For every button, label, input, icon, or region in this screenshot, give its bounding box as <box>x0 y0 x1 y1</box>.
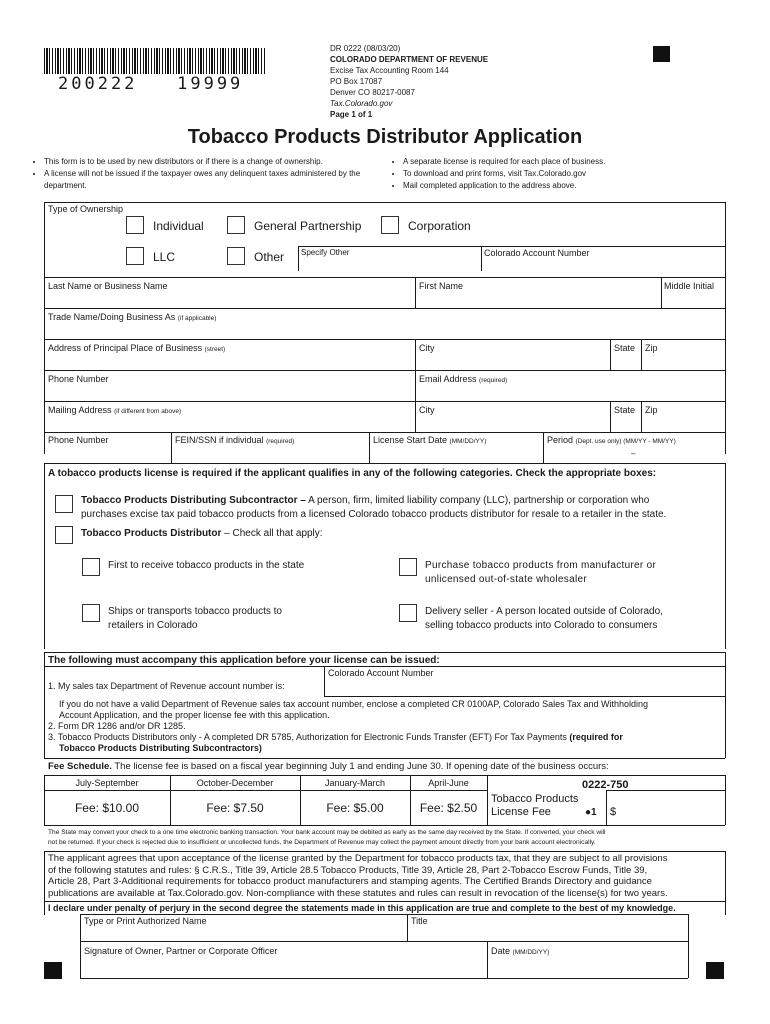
fee-amount-oct-dec: Fee: $7.50 <box>206 801 264 815</box>
city-field[interactable]: City <box>419 343 435 353</box>
license-fee-line-1: Tobacco Products <box>491 793 579 805</box>
delivery-seller-label <box>425 605 663 633</box>
page-title: Tobacco Products Distributor Application <box>187 126 583 148</box>
agreement-text <box>48 853 668 899</box>
fee-period-jan-mar: January-March <box>324 778 386 788</box>
llc-checkbox[interactable] <box>126 247 144 265</box>
period-note: (Dept. use only) (MM/YY - MM/YY) <box>575 438 676 445</box>
purchase-line-2: unlicensed out-of-state wholesaler <box>425 574 587 585</box>
department-name: COLORADO DEPARTMENT OF REVENUE <box>330 55 489 64</box>
header-block <box>330 43 488 120</box>
signature-field[interactable]: Signature of Owner, Partner or Corporate Officer <box>84 946 278 956</box>
perjury-statement: I declare under penalty of perjury in the second degree the statements made in this application are true and complete to the best of my knowledge. <box>48 903 676 913</box>
eft-notice-line-1: The State may convert your check to a one time electronic banking transaction. Your bank account may be debited as early as the same day received by the State. If converted, your check will <box>48 829 606 836</box>
fein-ssn-field[interactable] <box>175 435 294 445</box>
middle-initial-field[interactable]: Middle Initial <box>664 281 715 291</box>
other-label: Other <box>254 250 285 264</box>
address-line-3: Denver CO 80217-0087 <box>330 88 415 97</box>
purchase-checkbox[interactable] <box>399 558 417 576</box>
eft-notice-line-2: not be returned. If your check is rejected due to insufficient or uncollected funds, the Department of Revenue may collect the payment amount directly from your bank account electronically. <box>48 839 596 846</box>
llc-label: LLC <box>153 250 176 264</box>
ships-label <box>108 605 282 633</box>
fee-schedule-text: The license fee is based on a fiscal year beginning July 1 and ending June 30. If opening date of the business occurs: <box>114 761 609 772</box>
fee-amount-jan-mar: Fee: $5.00 <box>326 801 384 815</box>
distributor-text <box>81 528 323 539</box>
other-checkbox[interactable] <box>227 247 245 265</box>
fee-period-oct-dec: October-December <box>196 778 274 788</box>
period-dash: – <box>631 449 636 458</box>
email-note: (required) <box>479 377 508 384</box>
accompany-notes <box>48 699 648 754</box>
instruction-item: • To download and print forms, visit Tax.Colorado.gov <box>403 168 733 180</box>
corner-marker-top-right <box>653 46 670 62</box>
accompany-item-3-subcontractors: Tobacco Products Distributing Subcontractors) <box>59 743 262 753</box>
phone-field[interactable]: Phone Number <box>48 374 109 384</box>
agreement-line: of the following statutes and rules: § C.R.S., Title 39, Article 28.5 Tobacco Products, Title 39, Article 28, Part 2-Tobacco Escrow Funds, Title 39, <box>48 864 648 876</box>
state-field[interactable]: State <box>614 343 636 353</box>
trade-name-field[interactable] <box>48 312 216 322</box>
fein-label: FEIN/SSN if individual <box>175 435 264 445</box>
purchase-line-1: Purchase tobacco products from manufacturer or <box>425 560 657 571</box>
general-partnership-checkbox[interactable] <box>227 216 245 234</box>
address-line-1: Excise Tax Accounting Room 144 <box>330 66 449 75</box>
principal-address-label: Address of Principal Place of Business <box>48 343 203 353</box>
fee-schedule-heading <box>48 761 609 772</box>
instructions-right <box>393 156 733 192</box>
mailing-city-field[interactable]: City <box>419 405 435 415</box>
fee-amount-apr-jun: Fee: $2.50 <box>419 801 478 815</box>
instruction-item: • Mail completed application to the address above. <box>403 180 733 192</box>
period-label: Period <box>547 435 574 445</box>
delivery-line-2: selling tobacco products into Colorado to consumers <box>425 620 658 631</box>
accompany-item-2: 2. Form DR 1286 and/or DR 1285. <box>48 721 186 731</box>
delivery-seller-checkbox[interactable] <box>399 604 417 622</box>
website-link[interactable]: Tax.Colorado.gov <box>330 99 393 108</box>
trade-name-note: (if applicable) <box>177 315 217 322</box>
agreement-line: The applicant agrees that upon acceptance of the license granted by the Department for tobacco products tax, that they are subject to all provisions <box>48 853 668 864</box>
categories-heading: A tobacco products license is required if the applicant qualifies in any of the following categories. Check the appropriate boxes: <box>48 468 657 479</box>
first-to-receive-label: First to receive tobacco products in the state <box>108 560 305 571</box>
fee-amount-jul-sep: Fee: $10.00 <box>74 801 140 815</box>
date-note: (MM/DD/YY) <box>512 949 550 956</box>
purchase-label <box>425 559 656 587</box>
accompany-item-3-text: 3. Tobacco Products Distributors only - A completed DR 5785, Authorization for Electronic Funds Transfer (EFT) For Tax Payments <box>48 732 567 742</box>
license-start-label: License Start Date <box>373 435 448 445</box>
agreement-line: publications are available at Tax.Colorado.gov. Non-compliance with these statutes and rules can result in revocation of the license(s) for two years. <box>48 887 668 899</box>
subcontractor-line-1: A person, firm, limited liability company (LLC), partnership or corporation who <box>308 495 650 506</box>
distributor-subtitle: – Check all that apply: <box>224 528 323 539</box>
mailing-state-field[interactable]: State <box>614 405 636 415</box>
accompany-item-1: 1. My sales tax Department of Revenue account number is: <box>48 681 285 691</box>
fee-code: 0222-750 <box>582 779 629 791</box>
email-label: Email Address <box>419 374 477 384</box>
corner-marker-bottom-left <box>44 962 62 979</box>
accompany-item-3 <box>48 732 648 743</box>
ownership-label: Type of Ownership <box>48 204 124 214</box>
license-fee-label <box>491 793 578 819</box>
last-name-field[interactable]: Last Name or Business Name <box>48 281 168 291</box>
date-field[interactable] <box>491 946 549 956</box>
barcode <box>44 48 266 74</box>
accompany-item-3-required: (required for <box>569 732 623 742</box>
form-number: DR 0222 (08/03/20) <box>330 44 401 53</box>
individual-label: Individual <box>153 219 204 233</box>
instruction-item: • A license will not be issued if the taxpayer owes any delinquent taxes administered by the department. <box>44 168 374 192</box>
printed-name-field[interactable]: Type or Print Authorized Name <box>84 916 207 926</box>
corner-marker-bottom-right <box>706 962 724 979</box>
distributor-title: Tobacco Products Distributor <box>81 528 222 539</box>
title-field[interactable]: Title <box>411 916 428 926</box>
distributor-checkbox[interactable] <box>55 526 73 544</box>
accompany-heading: The following must accompany this application before your license can be issued: <box>48 655 440 666</box>
date-label: Date <box>491 946 511 956</box>
fein-note: (required) <box>266 438 295 445</box>
license-fee-line-2: License Fee <box>491 806 551 818</box>
subcontractor-text <box>81 494 666 522</box>
mailing-address-label: Mailing Address <box>48 405 112 415</box>
license-start-note: (MM/DD/YY) <box>449 438 487 445</box>
fee-period-apr-jun: April-June <box>428 778 469 788</box>
principal-address-field[interactable] <box>48 343 225 353</box>
agreement-line: Article 28, Part 3-Additional requirements for tobacco product manufacturers and stamping agents. The Certified Brands Directory and guidance <box>48 876 652 887</box>
email-field[interactable] <box>419 374 507 384</box>
address-line-2: PO Box 17087 <box>330 77 383 86</box>
barcode-number: 200222 19999 <box>58 74 244 94</box>
colorado-account-number-field[interactable]: Colorado Account Number <box>484 248 590 258</box>
fee-schedule-title: Fee Schedule. <box>48 761 112 772</box>
general-partnership-label: General Partnership <box>254 219 362 233</box>
first-to-receive-checkbox[interactable] <box>82 558 100 576</box>
accompany-note-line-2: Account Application, and the proper license fee with this application. <box>59 710 330 720</box>
mailing-address-field[interactable] <box>48 405 181 415</box>
phone-2-field[interactable]: Phone Number <box>48 435 109 445</box>
colorado-account-number-input[interactable]: Colorado Account Number <box>328 668 434 678</box>
accompany-note-line-1: If you do not have a valid Department of Revenue sales tax account number, enclose a completed CR 0100AP, Colorado Sales Tax and Withholding <box>59 699 649 709</box>
individual-checkbox[interactable] <box>126 216 144 234</box>
fee-period-jul-sep: July-September <box>75 778 139 788</box>
zip-field[interactable]: Zip <box>645 343 658 353</box>
corporation-checkbox[interactable] <box>381 216 399 234</box>
license-start-date-field[interactable] <box>373 435 486 445</box>
page-number: Page 1 of 1 <box>330 110 373 119</box>
delivery-line-1: Delivery seller - A person located outside of Colorado, <box>425 606 663 617</box>
subcontractor-title: Tobacco Products Distributing Subcontractor – <box>81 495 306 506</box>
ships-checkbox[interactable] <box>82 604 100 622</box>
specify-other-field[interactable]: Specify Other <box>301 248 350 257</box>
trade-name-label: Trade Name/Doing Business As <box>48 312 176 322</box>
license-fee-marker: ●1 <box>585 807 597 818</box>
subcontractor-checkbox[interactable] <box>55 495 73 513</box>
instruction-item: • This form is to be used by new distributors or if there is a change of ownership. <box>44 156 374 168</box>
ships-line-1: Ships or transports tobacco products to <box>108 606 282 617</box>
subcontractor-line-2: purchases excise tax paid tobacco products from a licensed Colorado tobacco products distributor for resale to a retailer in the state. <box>81 509 667 520</box>
first-name-field[interactable]: First Name <box>419 281 464 291</box>
mailing-address-note: (if different from above) <box>114 408 182 415</box>
instructions-left <box>34 156 374 192</box>
instruction-item: • A separate license is required for each place of business. <box>403 156 733 168</box>
mailing-zip-field[interactable]: Zip <box>645 405 658 415</box>
period-field <box>547 435 676 445</box>
license-fee-amount-input[interactable]: $ <box>610 806 617 818</box>
eft-notice <box>48 828 605 848</box>
principal-address-note: (street) <box>204 346 226 353</box>
ships-line-2: retailers in Colorado <box>108 620 198 631</box>
corporation-label: Corporation <box>408 219 471 233</box>
